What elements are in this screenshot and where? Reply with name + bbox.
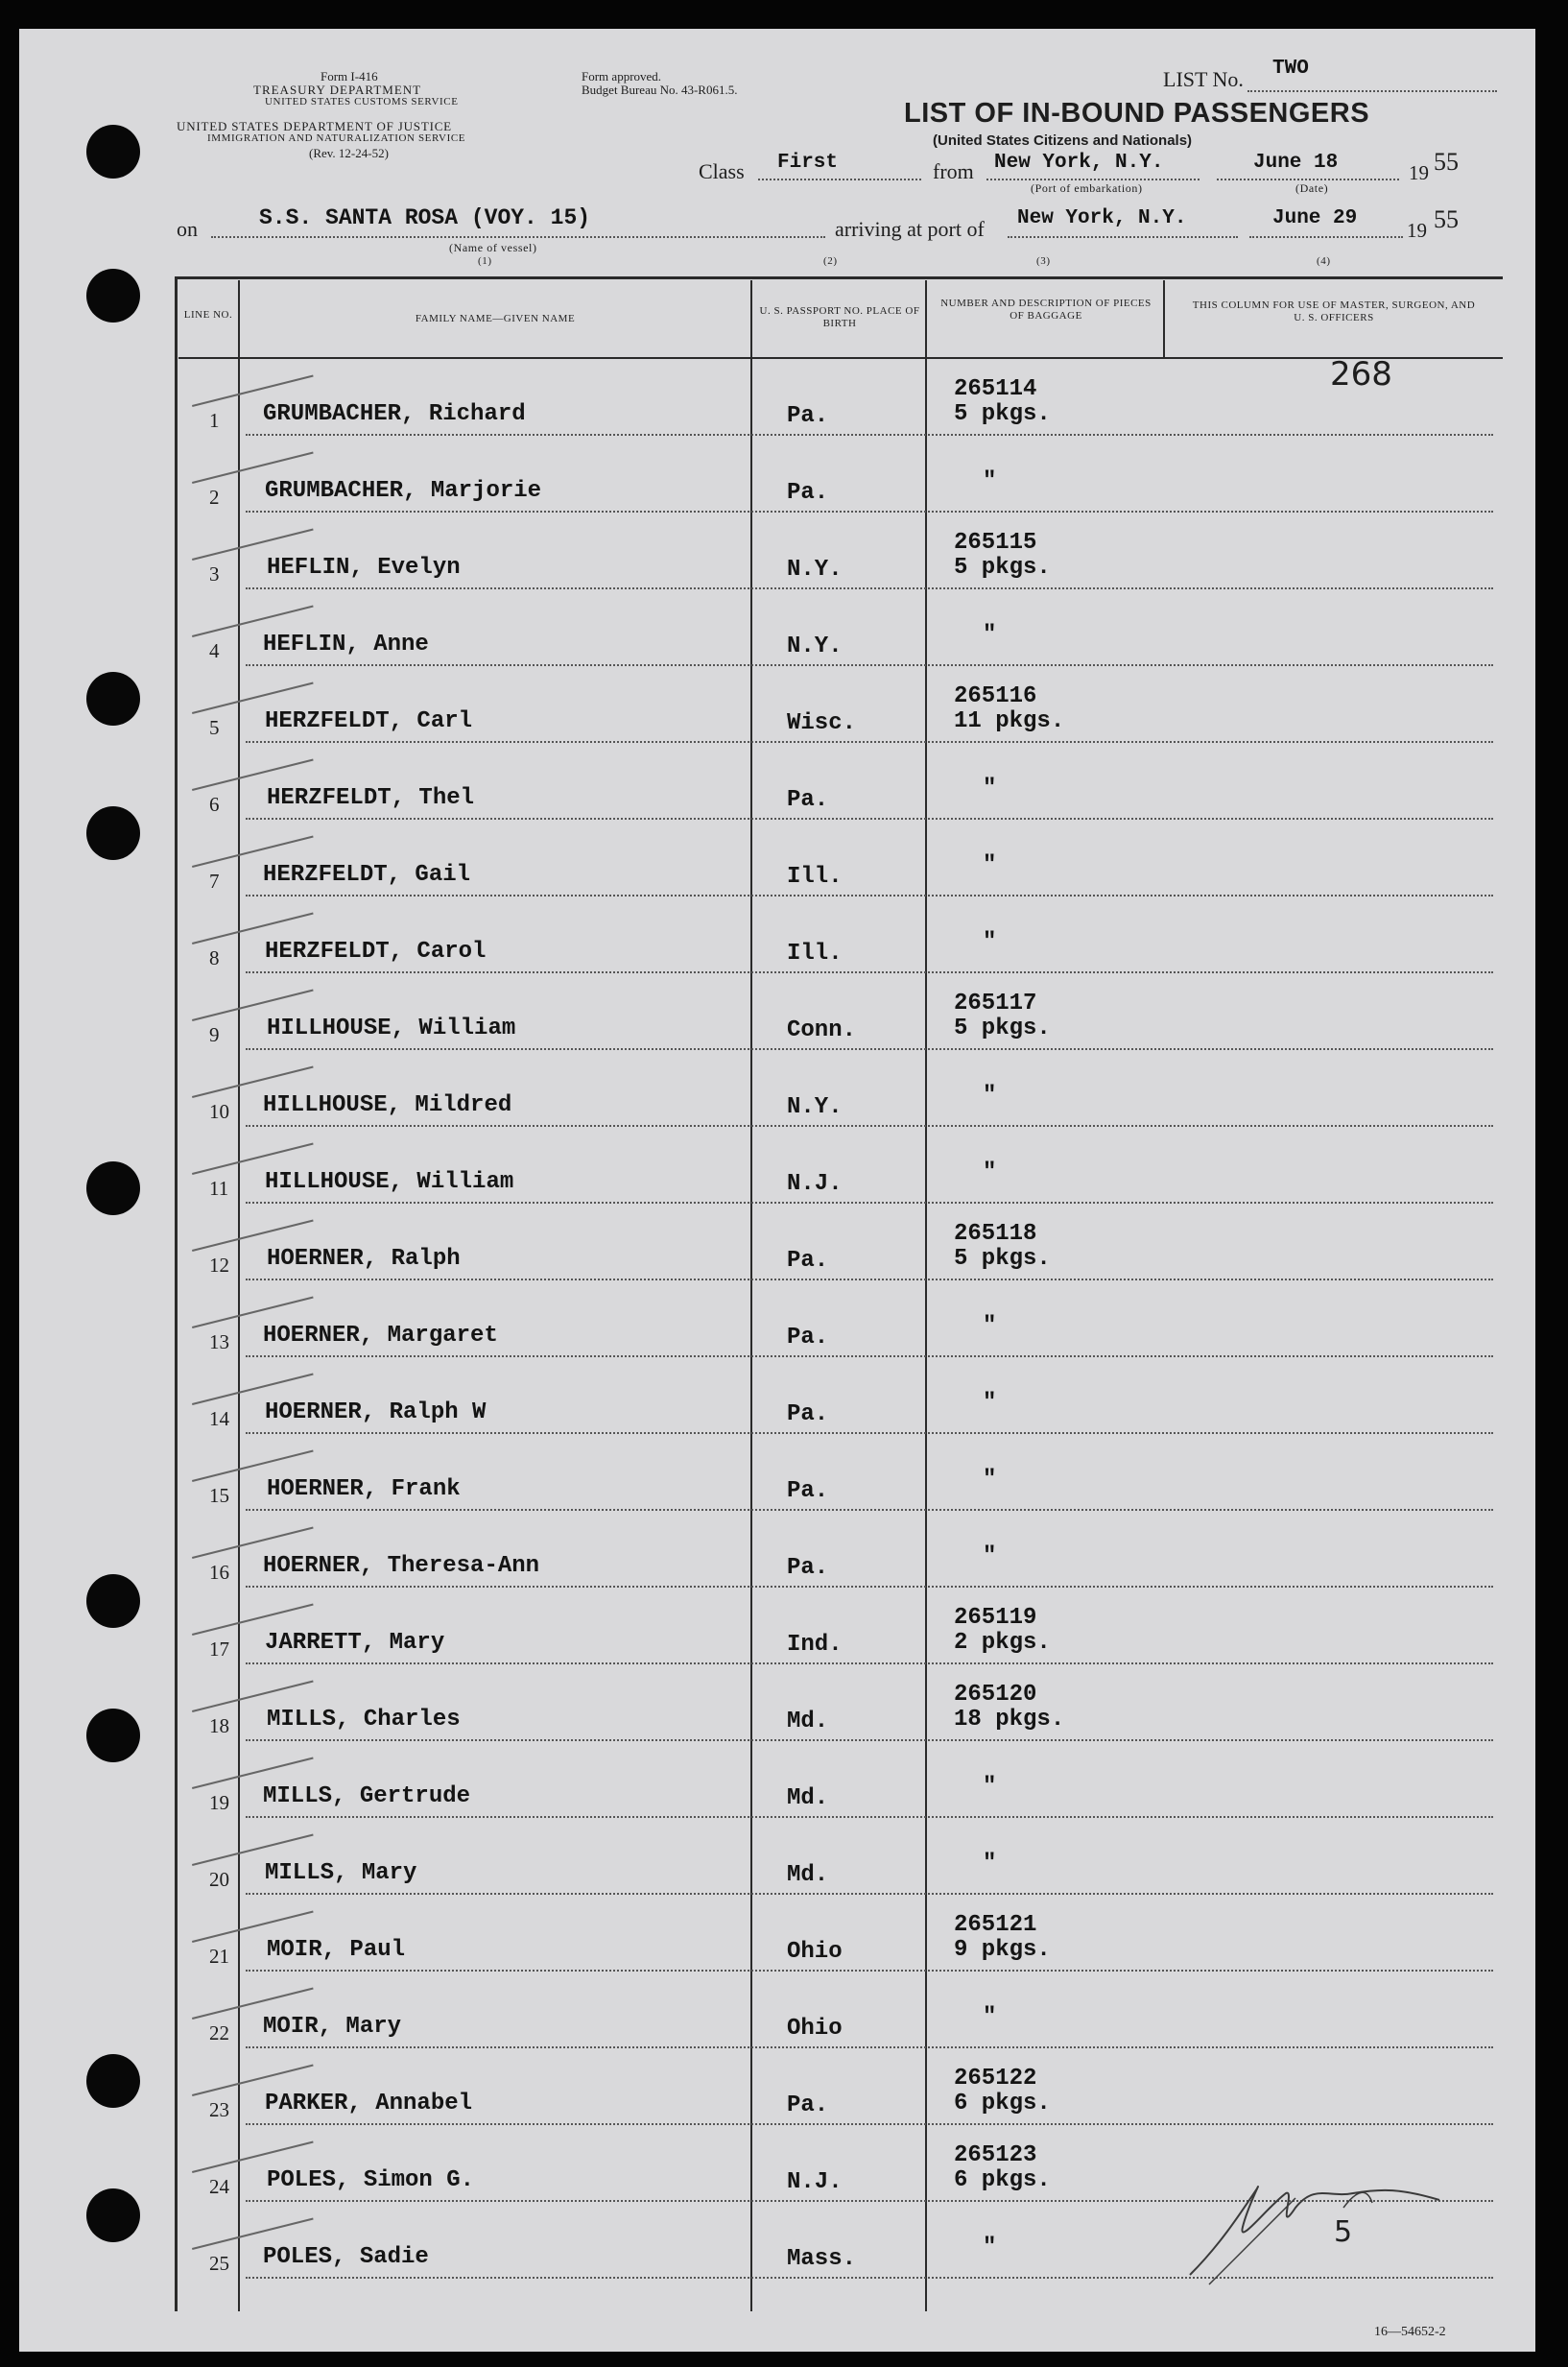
line-number: 10	[209, 1100, 229, 1123]
passenger-name: HERZFELDT, Thel	[267, 785, 475, 811]
baggage-pieces: "	[983, 1313, 997, 1339]
footer-code: 16—54652-2	[1374, 2325, 1446, 2339]
baggage-pieces: "	[983, 1160, 997, 1185]
line-number: 16	[209, 1561, 229, 1584]
table-row	[19, 1204, 1516, 1280]
passenger-name: PARKER, Annabel	[265, 2091, 473, 2116]
table-row	[19, 820, 1516, 897]
class-value: First	[777, 152, 839, 174]
officer-note: 268	[1330, 355, 1392, 394]
place-of-birth: Wisc.	[787, 710, 857, 736]
baggage-number: 265121	[954, 1912, 1037, 1938]
baggage-number: 265123	[954, 2142, 1037, 2168]
baggage-number: 265115	[954, 530, 1037, 556]
list-no-label: LIST No.	[1163, 67, 1244, 91]
document-subtitle: (United States Citizens and Nationals)	[933, 132, 1193, 149]
revision: (Rev. 12-24-52)	[309, 146, 389, 160]
baggage-pieces: "	[983, 468, 997, 494]
line-number: 12	[209, 1254, 229, 1277]
table-row	[19, 1972, 1516, 2048]
passenger-name: HERZFELDT, Carl	[265, 708, 473, 734]
line-number: 20	[209, 1868, 229, 1891]
passenger-name: GRUMBACHER, Marjorie	[265, 478, 542, 504]
line-number: 15	[209, 1484, 229, 1507]
passenger-name: HERZFELDT, Gail	[263, 862, 471, 888]
baggage-number: 265116	[954, 683, 1037, 709]
form-approved: Form approved.	[582, 69, 662, 84]
arrive-year: 55	[1434, 205, 1459, 233]
passenger-name: HOERNER, Ralph W	[265, 1399, 487, 1425]
passenger-name: MOIR, Paul	[267, 1937, 406, 1963]
from-label: from	[933, 159, 974, 183]
passenger-name: HOERNER, Margaret	[263, 1323, 498, 1349]
line-number: 23	[209, 2098, 229, 2121]
place-of-birth: N.Y.	[787, 557, 843, 583]
table-row	[19, 1741, 1516, 1818]
passenger-name: HEFLIN, Evelyn	[267, 555, 461, 581]
place-of-birth: Md.	[787, 1709, 829, 1734]
place-of-birth: Pa.	[787, 787, 829, 813]
table-row	[19, 897, 1516, 973]
table-row	[19, 1511, 1516, 1588]
table-row	[19, 359, 1516, 436]
line-number: 14	[209, 1407, 229, 1430]
line-number: 19	[209, 1791, 229, 1814]
passenger-name: GRUMBACHER, Richard	[263, 401, 526, 427]
passenger-name: JARRETT, Mary	[265, 1630, 445, 1656]
baggage-pieces: 5 pkgs.	[954, 1246, 1051, 1272]
line-number: 6	[209, 793, 220, 816]
baggage-number: 265117	[954, 991, 1037, 1016]
manifest-page	[19, 29, 1535, 2352]
table-row	[19, 1895, 1516, 1972]
list-no-value: TWO	[1272, 58, 1309, 80]
passenger-name: HILLHOUSE, Mildred	[263, 1092, 512, 1118]
place-of-birth: Conn.	[787, 1017, 857, 1043]
vessel-name: S.S. SANTA ROSA (VOY. 15)	[259, 205, 591, 230]
passenger-name: HILLHOUSE, William	[267, 1016, 516, 1041]
passenger-name: MILLS, Mary	[265, 1860, 417, 1886]
passenger-name: POLES, Sadie	[263, 2244, 429, 2270]
passenger-name: HILLHOUSE, William	[265, 1169, 514, 1195]
place-of-birth: Ohio	[787, 1939, 843, 1965]
port-embark-caption: (Port of embarkation)	[1031, 181, 1143, 195]
passenger-name: HEFLIN, Anne	[263, 632, 429, 658]
line-number: 13	[209, 1330, 229, 1353]
table-row	[19, 1818, 1516, 1895]
from-year: 55	[1434, 148, 1459, 176]
table-row	[19, 1434, 1516, 1511]
officer-signature	[1152, 2150, 1459, 2294]
document-title: LIST OF IN-BOUND PASSENGERS	[904, 98, 1370, 129]
caption-1: (1)	[478, 255, 492, 267]
ins: IMMIGRATION AND NATURALIZATION SERVICE	[207, 132, 466, 144]
baggage-number: 265114	[954, 376, 1037, 402]
baggage-pieces: 9 pkgs.	[954, 1937, 1051, 1963]
table-row	[19, 1127, 1516, 1204]
line-number: 3	[209, 562, 220, 586]
from-date: June 18	[1253, 152, 1339, 174]
place-of-birth: Ind.	[787, 1632, 843, 1658]
table-row	[19, 1588, 1516, 1664]
arrive-port: New York, N.Y.	[1017, 207, 1187, 229]
baggage-number: 265119	[954, 1605, 1037, 1631]
caption-4: (4)	[1317, 255, 1331, 267]
baggage-pieces: "	[983, 1543, 997, 1569]
place-of-birth: Pa.	[787, 1401, 829, 1427]
passenger-name: HOERNER, Ralph	[267, 1246, 461, 1272]
table-row	[19, 436, 1516, 513]
table-row	[19, 1664, 1516, 1741]
line-number: 9	[209, 1023, 220, 1046]
baggage-number: 265122	[954, 2066, 1037, 2092]
place-of-birth: Pa.	[787, 1325, 829, 1351]
baggage-number: 265118	[954, 1221, 1037, 1247]
baggage-pieces: "	[983, 1774, 997, 1800]
table-row	[19, 1280, 1516, 1357]
place-of-birth: N.J.	[787, 2169, 843, 2195]
binder-hole	[86, 269, 140, 323]
table-row	[19, 2048, 1516, 2125]
baggage-pieces: "	[983, 1467, 997, 1493]
arriving-label: arriving at port of	[835, 217, 985, 241]
place-of-birth: Pa.	[787, 2092, 829, 2118]
baggage-pieces: "	[983, 852, 997, 878]
line-number: 7	[209, 870, 220, 893]
line-number: 21	[209, 1945, 229, 1968]
col-baggage: NUMBER AND DESCRIPTION OF PIECES OF BAGGAGE	[940, 298, 1152, 322]
baggage-pieces: "	[983, 1851, 997, 1877]
place-of-birth: Pa.	[787, 403, 829, 429]
place-of-birth: Ohio	[787, 2016, 843, 2042]
department: TREASURY DEPARTMENT	[253, 83, 422, 97]
on-label: on	[177, 217, 198, 241]
baggage-number: 265120	[954, 1682, 1037, 1708]
line-number: 18	[209, 1714, 229, 1737]
place-of-birth: Mass.	[787, 2246, 857, 2272]
table-row	[19, 589, 1516, 666]
table-row	[19, 743, 1516, 820]
place-of-birth: Md.	[787, 1785, 829, 1811]
line-number: 8	[209, 946, 220, 969]
line-number: 2	[209, 486, 220, 509]
passenger-name: MILLS, Gertrude	[263, 1783, 471, 1809]
baggage-pieces: 18 pkgs.	[954, 1707, 1065, 1733]
place-of-birth: Pa.	[787, 1248, 829, 1274]
baggage-pieces: "	[983, 622, 997, 648]
line-number: 25	[209, 2252, 229, 2275]
passenger-name: HERZFELDT, Carol	[265, 939, 487, 965]
customs-service: UNITED STATES CUSTOMS SERVICE	[265, 96, 459, 108]
place-of-birth: Pa.	[787, 1478, 829, 1504]
table-row	[19, 666, 1516, 743]
place-of-birth: N.Y.	[787, 634, 843, 659]
baggage-pieces: 5 pkgs.	[954, 401, 1051, 427]
caption-3: (3)	[1036, 255, 1051, 267]
baggage-pieces: "	[983, 1390, 997, 1416]
arrive-year-prefix: 19	[1407, 219, 1427, 242]
table-row	[19, 973, 1516, 1050]
baggage-pieces: "	[983, 2004, 997, 2030]
class-label: Class	[699, 159, 745, 183]
col-line-no: LINE NO.	[183, 309, 233, 321]
line-number: 24	[209, 2175, 229, 2198]
binder-hole	[86, 125, 140, 179]
line-number: 1	[209, 409, 220, 432]
line-number: 5	[209, 716, 220, 739]
table-row	[19, 1357, 1516, 1434]
passenger-name: POLES, Simon G.	[267, 2167, 475, 2193]
vessel-caption: (Name of vessel)	[449, 241, 537, 254]
table-row	[19, 1050, 1516, 1127]
place-of-birth: N.J.	[787, 1171, 843, 1197]
form-number: Form I-416	[321, 69, 378, 84]
from-year-prefix: 19	[1409, 161, 1429, 184]
baggage-pieces: 11 pkgs.	[954, 708, 1065, 734]
place-of-birth: Md.	[787, 1862, 829, 1888]
place-of-birth: N.Y.	[787, 1094, 843, 1120]
signature-suffix: 5	[1334, 2215, 1353, 2249]
baggage-pieces: "	[983, 2235, 997, 2260]
baggage-pieces: "	[983, 1083, 997, 1109]
budget-bureau: Budget Bureau No. 43-R061.5.	[582, 83, 738, 97]
arrive-date: June 29	[1272, 207, 1358, 229]
col-name: FAMILY NAME—GIVEN NAME	[415, 313, 576, 324]
place-of-birth: Ill.	[787, 864, 843, 890]
baggage-pieces: 6 pkgs.	[954, 2167, 1051, 2193]
baggage-pieces: 5 pkgs.	[954, 1016, 1051, 1041]
passenger-name: HOERNER, Theresa-Ann	[263, 1553, 540, 1579]
caption-2: (2)	[823, 255, 838, 267]
passenger-name: MILLS, Charles	[267, 1707, 461, 1733]
date-caption: (Date)	[1295, 181, 1329, 195]
baggage-pieces: 5 pkgs.	[954, 555, 1051, 581]
place-of-birth: Ill.	[787, 941, 843, 967]
line-number: 22	[209, 2021, 229, 2044]
col-passport: U. S. PASSPORT NO. PLACE OF BIRTH	[759, 305, 920, 329]
baggage-pieces: "	[983, 929, 997, 955]
table-row	[19, 513, 1516, 589]
justice-department: UNITED STATES DEPARTMENT OF JUSTICE	[177, 119, 452, 133]
passenger-name: HOERNER, Frank	[267, 1476, 461, 1502]
place-of-birth: Pa.	[787, 480, 829, 506]
line-number: 11	[209, 1177, 229, 1200]
baggage-pieces: "	[983, 776, 997, 801]
baggage-pieces: 6 pkgs.	[954, 2091, 1051, 2116]
line-number: 4	[209, 639, 220, 662]
line-number: 17	[209, 1638, 229, 1661]
place-of-birth: Pa.	[787, 1555, 829, 1581]
baggage-pieces: 2 pkgs.	[954, 1630, 1051, 1656]
col-officers: THIS COLUMN FOR USE OF MASTER, SURGEON, AND U. S. OFFICERS	[1192, 299, 1476, 323]
from-port: New York, N.Y.	[994, 152, 1164, 174]
passenger-name: MOIR, Mary	[263, 2014, 402, 2040]
